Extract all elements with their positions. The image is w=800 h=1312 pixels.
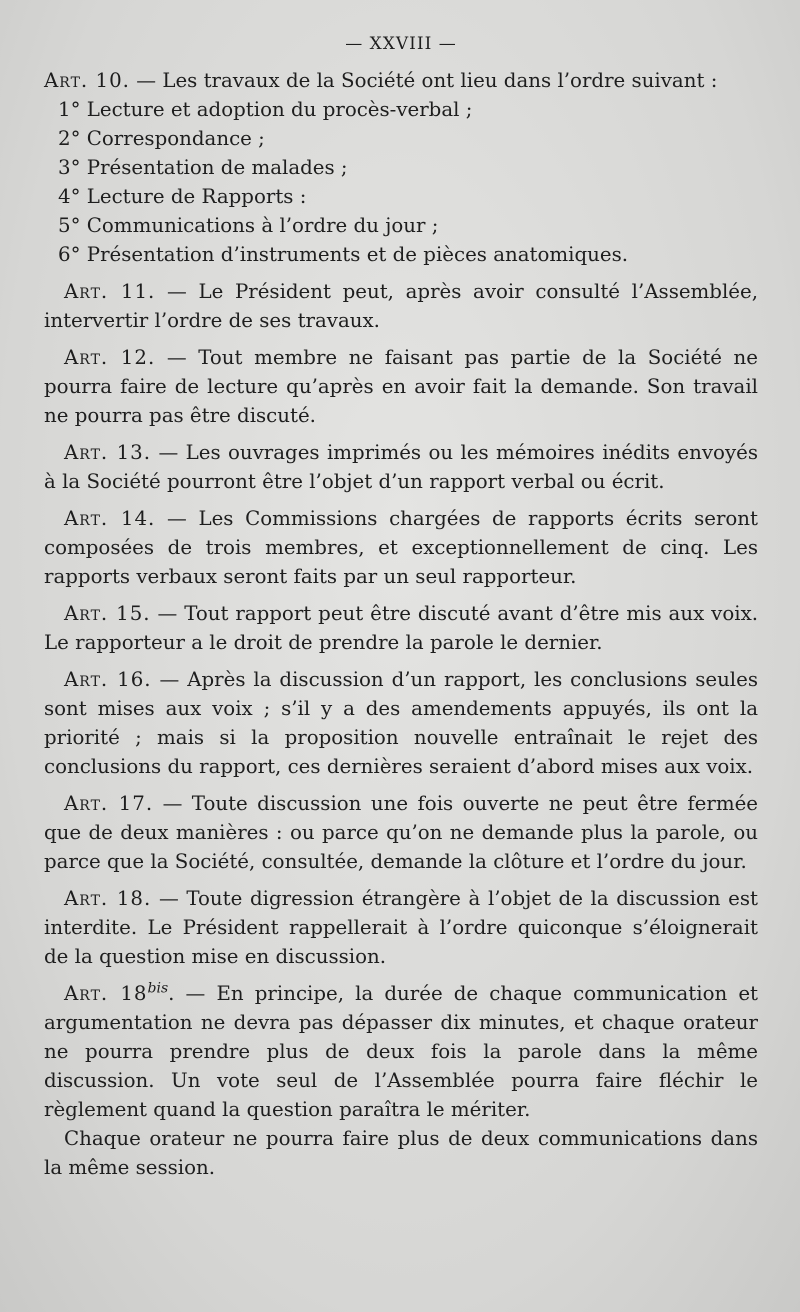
article-10	[44, 66, 758, 95]
article-text: — Après la discussion d’un rapport, les conclusions seules sont mises aux voix ; s’il y a des amendements appuyés, ils ont la priorité ; mais si la proposition nouvelle entraînait le rejet des conclusions du rapport, ces dernières seraient d’abord mises aux voix.	[44, 668, 758, 778]
article-label: Art. 12.	[64, 346, 156, 369]
article-14	[44, 504, 758, 591]
article-label: Art. 10.	[44, 69, 130, 92]
list-item: 5° Communications à l’ordre du jour ;	[58, 214, 439, 237]
article-18-bis	[44, 979, 758, 1124]
article-label: Art. 17.	[64, 792, 154, 815]
article-text: — Toute digression étrangère à l’objet de la discussion est interdite. Le Président rappellerait à l’ordre quiconque s’éloignerait de la question mise en discussion.	[44, 887, 758, 968]
article-17	[44, 789, 758, 876]
article-text: — Tout rapport peut être discuté avant d’être mis aux voix. Le rapporteur a le droit de prendre la parole le dernier.	[44, 602, 759, 654]
page-number: — XXVIII —	[345, 34, 457, 54]
article-label: Art. 14.	[64, 507, 156, 530]
article-text: — Le Président peut, après avoir consulté l’Assemblée, intervertir l’ordre de ses travaux.	[44, 280, 758, 332]
article-18-bis-final	[44, 1124, 758, 1182]
article-text: — Les ouvrages imprimés ou les mémoires inédits envoyés à la Société pourront être l’objet d’un rapport verbal ou écrit.	[44, 441, 758, 493]
article-text: — Tout membre ne faisant pas partie de la Société ne pourra faire de lecture qu’après en avoir fait la demande. Son travail ne pourra pas être discuté.	[44, 346, 759, 427]
article-label: Art. 13.	[64, 441, 152, 464]
article-text: — Toute discussion une fois ouverte ne peut être fermée que de deux manières : ou parce qu’on ne demande plus la parole, ou parce que la Société, consultée, demande la clôture et l’ordre du jour.	[44, 792, 759, 873]
article-text: Chaque orateur ne pourra faire plus de deux communications dans la même session.	[44, 1127, 758, 1179]
article-text: — Les Commissions chargées de rapports écrits seront composées de trois membres, et exceptionnellement de cinq. Les rapports verbaux seront faits par un seul rapporteur.	[44, 507, 758, 588]
article-label: Art. 15.	[64, 602, 151, 625]
list-item: 4° Lecture de Rapports :	[58, 185, 307, 208]
article-15	[44, 599, 758, 657]
article-text: . — En principe, la durée de chaque communication et argumentation ne devra pas dépasser dix minutes, et chaque orateur ne pourra prendre plus de deux fois la parole dans la même discussion. Un vote seul de l’Assemblée pourra faire fléchir le règlement quand la question paraîtra le mériter.	[44, 982, 758, 1121]
bis-marker: bis	[147, 980, 169, 997]
agenda-list	[58, 95, 758, 269]
list-item: 3° Présentation de malades ;	[58, 156, 348, 179]
body-text	[44, 66, 758, 1182]
article-16	[44, 665, 758, 781]
article-label: Art. 18.	[64, 887, 152, 910]
list-item: 2° Correspondance ;	[58, 127, 265, 150]
article-11	[44, 277, 758, 335]
article-13	[44, 438, 758, 496]
article-label: Art. 11.	[64, 280, 156, 303]
article-label: Art. 16.	[64, 668, 152, 691]
article-label: Art. 18	[64, 982, 148, 1005]
article-18	[44, 884, 758, 971]
list-item: 6° Présentation d’instruments et de pièces anatomiques.	[58, 243, 629, 266]
article-12	[44, 343, 758, 430]
list-item: 1° Lecture et adoption du procès-verbal ;	[58, 98, 473, 121]
article-text: — Les travaux de la Société ont lieu dans l’ordre suivant :	[136, 69, 718, 92]
